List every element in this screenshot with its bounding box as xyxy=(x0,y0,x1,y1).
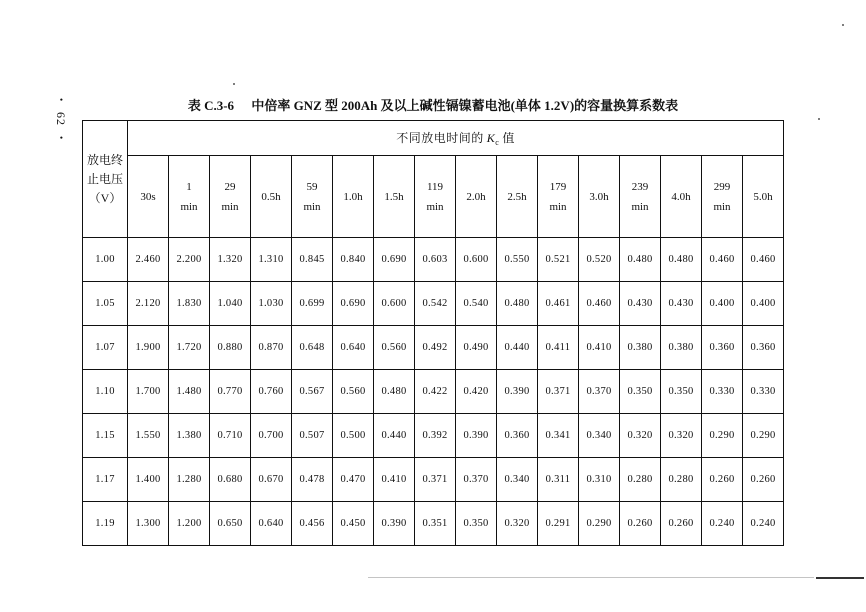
kc-value-cell: 0.670 xyxy=(251,458,292,502)
column-header-line: 2.5h xyxy=(507,190,527,203)
kc-value-cell: 0.440 xyxy=(374,414,415,458)
column-header-line: 179 xyxy=(549,180,567,193)
kc-value-cell: 0.430 xyxy=(661,282,702,326)
kc-value-cell: 0.460 xyxy=(743,238,784,282)
kc-value-cell: 0.350 xyxy=(456,502,497,546)
kc-value-cell: 0.341 xyxy=(538,414,579,458)
kc-value-cell: 0.542 xyxy=(415,282,456,326)
column-header-line: 299 xyxy=(713,180,731,193)
column-header-line: min xyxy=(180,200,198,213)
column-header-0-5h xyxy=(251,156,292,238)
table-row xyxy=(83,370,784,414)
kc-value-cell: 0.492 xyxy=(415,326,456,370)
scan-line xyxy=(816,577,864,579)
kc-value-cell: 0.521 xyxy=(538,238,579,282)
kc-value-cell: 0.371 xyxy=(415,458,456,502)
kc-value-cell: 0.480 xyxy=(620,238,661,282)
kc-value-cell: 0.770 xyxy=(210,370,251,414)
scan-line xyxy=(368,577,814,578)
kc-value-cell: 0.440 xyxy=(497,326,538,370)
kc-value-cell: 0.400 xyxy=(743,282,784,326)
kc-value-cell: 0.370 xyxy=(579,370,620,414)
column-header-1-min xyxy=(169,156,210,238)
kc-value-cell: 1.400 xyxy=(128,458,169,502)
table-body xyxy=(83,238,784,546)
column-header-line: min xyxy=(549,200,567,213)
column-header-2-5h xyxy=(497,156,538,238)
kc-value-cell: 0.310 xyxy=(579,458,620,502)
kc-value-cell: 1.320 xyxy=(210,238,251,282)
voltage-cell: 1.07 xyxy=(83,326,128,370)
page-number-text: 62 xyxy=(54,112,68,127)
column-header-119-min xyxy=(415,156,456,238)
kc-value-cell: 0.392 xyxy=(415,414,456,458)
column-header-4-0h xyxy=(661,156,702,238)
kc-value-cell: 2.460 xyxy=(128,238,169,282)
kc-value-cell: 0.480 xyxy=(374,370,415,414)
kc-value-cell: 0.410 xyxy=(579,326,620,370)
column-header-line: 119 xyxy=(426,180,444,193)
kc-value-cell: 0.280 xyxy=(661,458,702,502)
kc-value-cell: 0.311 xyxy=(538,458,579,502)
kc-value-cell: 0.360 xyxy=(743,326,784,370)
kc-value-cell: 0.411 xyxy=(538,326,579,370)
column-header-line: 5.0h xyxy=(753,190,773,203)
kc-value-cell: 0.603 xyxy=(415,238,456,282)
table-row xyxy=(83,282,784,326)
kc-value-cell: 0.460 xyxy=(702,238,743,282)
table-caption xyxy=(113,95,753,114)
kc-value-cell: 0.640 xyxy=(251,502,292,546)
kc-value-cell: 0.461 xyxy=(538,282,579,326)
kc-value-cell: 0.390 xyxy=(456,414,497,458)
kc-value-cell: 0.490 xyxy=(456,326,497,370)
kc-value-cell: 0.870 xyxy=(251,326,292,370)
voltage-cell: 1.00 xyxy=(83,238,128,282)
kc-value-cell: 0.690 xyxy=(333,282,374,326)
kc-value-cell: 1.380 xyxy=(169,414,210,458)
column-header-30s xyxy=(128,156,169,238)
kc-value-cell: 0.290 xyxy=(702,414,743,458)
column-header-1-5h xyxy=(374,156,415,238)
voltage-header-line: 放电终 xyxy=(86,152,123,167)
kc-value-cell: 0.260 xyxy=(702,458,743,502)
bullet-dot xyxy=(54,136,68,140)
column-header-29-min xyxy=(210,156,251,238)
kc-value-cell: 0.330 xyxy=(702,370,743,414)
column-header-179-min xyxy=(538,156,579,238)
bullet-dot xyxy=(54,98,68,102)
kc-value-cell: 0.240 xyxy=(702,502,743,546)
kc-value-cell: 0.470 xyxy=(333,458,374,502)
kc-value-cell: 0.880 xyxy=(210,326,251,370)
voltage-cell: 1.05 xyxy=(83,282,128,326)
table-caption-label: 表 C.3-6 xyxy=(187,98,235,113)
column-header-1-0h xyxy=(333,156,374,238)
column-header-line: 1 xyxy=(186,180,192,193)
voltage-cell: 1.17 xyxy=(83,458,128,502)
kc-value-cell: 0.648 xyxy=(292,326,333,370)
kc-subscript: c xyxy=(495,138,500,148)
kc-value-cell: 0.351 xyxy=(415,502,456,546)
column-header-3-0h xyxy=(579,156,620,238)
kc-value-cell: 0.480 xyxy=(497,282,538,326)
column-header-line: 1.5h xyxy=(384,190,404,203)
kc-value-cell: 0.350 xyxy=(661,370,702,414)
kc-value-cell: 0.480 xyxy=(661,238,702,282)
kc-value-cell: 0.330 xyxy=(743,370,784,414)
kc-value-cell: 0.290 xyxy=(743,414,784,458)
kc-value-cell: 0.370 xyxy=(456,458,497,502)
voltage-cell: 1.19 xyxy=(83,502,128,546)
column-header-299-min xyxy=(702,156,743,238)
kc-value-cell: 0.360 xyxy=(702,326,743,370)
page-number xyxy=(54,98,68,140)
column-header-5-0h xyxy=(743,156,784,238)
kc-value-cell: 0.840 xyxy=(333,238,374,282)
kc-value-cell: 0.690 xyxy=(374,238,415,282)
voltage-column-header xyxy=(83,121,128,238)
kc-value-cell: 0.550 xyxy=(497,238,538,282)
kc-value-cell: 0.291 xyxy=(538,502,579,546)
kc-value-cell: 0.320 xyxy=(661,414,702,458)
table-row xyxy=(83,238,784,282)
group-header-prefix: 不同放电时间的 xyxy=(396,130,484,145)
kc-value-cell: 1.700 xyxy=(128,370,169,414)
kc-value-cell: 0.290 xyxy=(579,502,620,546)
kc-value-cell: 0.760 xyxy=(251,370,292,414)
kc-value-cell: 0.320 xyxy=(620,414,661,458)
column-header-line: 1.0h xyxy=(343,190,363,203)
kc-value-cell: 0.340 xyxy=(579,414,620,458)
table-row xyxy=(83,458,784,502)
kc-value-cell: 0.460 xyxy=(579,282,620,326)
capacity-conversion-table xyxy=(82,120,784,546)
voltage-cell: 1.10 xyxy=(83,370,128,414)
table-row xyxy=(83,414,784,458)
voltage-header-line: 止电压 xyxy=(86,171,123,186)
table-header xyxy=(83,121,784,238)
kc-value-cell: 0.540 xyxy=(456,282,497,326)
kc-value-cell: 0.240 xyxy=(743,502,784,546)
kc-value-cell: 1.550 xyxy=(128,414,169,458)
kc-value-cell: 1.480 xyxy=(169,370,210,414)
scan-speck xyxy=(818,118,820,120)
column-header-line: min xyxy=(631,200,649,213)
scan-speck xyxy=(233,83,235,85)
kc-value-cell: 0.710 xyxy=(210,414,251,458)
kc-value-cell: 2.200 xyxy=(169,238,210,282)
kc-value-cell: 0.400 xyxy=(702,282,743,326)
kc-value-cell: 0.371 xyxy=(538,370,579,414)
column-header-line: 0.5h xyxy=(261,190,281,203)
kc-group-header xyxy=(128,121,784,156)
kc-value-cell: 0.845 xyxy=(292,238,333,282)
kc-value-cell: 0.600 xyxy=(456,238,497,282)
column-header-2-0h xyxy=(456,156,497,238)
kc-value-cell: 1.900 xyxy=(128,326,169,370)
column-header-line: 2.0h xyxy=(466,190,486,203)
kc-value-cell: 0.410 xyxy=(374,458,415,502)
kc-value-cell: 0.450 xyxy=(333,502,374,546)
column-header-line: min xyxy=(303,200,321,213)
kc-value-cell: 0.390 xyxy=(497,370,538,414)
kc-value-cell: 0.360 xyxy=(497,414,538,458)
kc-value-cell: 0.560 xyxy=(374,326,415,370)
kc-value-cell: 2.120 xyxy=(128,282,169,326)
column-header-line: 3.0h xyxy=(589,190,609,203)
kc-value-cell: 0.260 xyxy=(661,502,702,546)
kc-value-cell: 0.699 xyxy=(292,282,333,326)
kc-value-cell: 1.830 xyxy=(169,282,210,326)
kc-value-cell: 1.310 xyxy=(251,238,292,282)
kc-value-cell: 0.680 xyxy=(210,458,251,502)
table-row xyxy=(83,502,784,546)
kc-value-cell: 1.280 xyxy=(169,458,210,502)
column-header-line: 4.0h xyxy=(671,190,691,203)
column-header-line: min xyxy=(221,200,239,213)
kc-value-cell: 0.280 xyxy=(620,458,661,502)
kc-value-cell: 0.390 xyxy=(374,502,415,546)
kc-value-cell: 0.260 xyxy=(743,458,784,502)
kc-value-cell: 0.478 xyxy=(292,458,333,502)
column-header-239-min xyxy=(620,156,661,238)
kc-value-cell: 0.640 xyxy=(333,326,374,370)
kc-value-cell: 0.500 xyxy=(333,414,374,458)
column-header-59-min xyxy=(292,156,333,238)
kc-value-cell: 0.320 xyxy=(497,502,538,546)
kc-value-cell: 0.456 xyxy=(292,502,333,546)
kc-value-cell: 1.720 xyxy=(169,326,210,370)
kc-value-cell: 1.300 xyxy=(128,502,169,546)
kc-value-cell: 0.600 xyxy=(374,282,415,326)
scan-speck xyxy=(842,24,844,26)
column-header-line: 29 xyxy=(224,180,236,193)
kc-value-cell: 1.030 xyxy=(251,282,292,326)
kc-value-cell: 0.380 xyxy=(620,326,661,370)
kc-value-cell: 0.380 xyxy=(661,326,702,370)
header-row-group xyxy=(83,121,784,156)
voltage-header-line: （V） xyxy=(88,190,122,205)
kc-value-cell: 0.420 xyxy=(456,370,497,414)
table-row xyxy=(83,326,784,370)
kc-value-cell: 1.040 xyxy=(210,282,251,326)
kc-symbol: K xyxy=(486,130,496,145)
kc-value-cell: 0.560 xyxy=(333,370,374,414)
column-header-line: min xyxy=(713,200,731,213)
kc-value-cell: 1.200 xyxy=(169,502,210,546)
column-header-line: 30s xyxy=(140,190,156,203)
kc-value-cell: 0.567 xyxy=(292,370,333,414)
kc-value-cell: 0.422 xyxy=(415,370,456,414)
kc-value-cell: 0.350 xyxy=(620,370,661,414)
column-header-line: min xyxy=(426,200,444,213)
group-header-suffix: 值 xyxy=(502,130,515,145)
kc-value-cell: 0.430 xyxy=(620,282,661,326)
kc-value-cell: 0.507 xyxy=(292,414,333,458)
kc-value-cell: 0.700 xyxy=(251,414,292,458)
column-header-row xyxy=(83,156,784,238)
voltage-cell: 1.15 xyxy=(83,414,128,458)
table-caption-text: 中倍率 GNZ 型 200Ah 及以上碱性镉镍蓄电池(单体 1.2V)的容量换算系数表 xyxy=(251,98,679,113)
column-header-line: 239 xyxy=(631,180,649,193)
kc-value-cell: 0.520 xyxy=(579,238,620,282)
kc-value-cell: 0.260 xyxy=(620,502,661,546)
kc-value-cell: 0.650 xyxy=(210,502,251,546)
kc-value-cell: 0.340 xyxy=(497,458,538,502)
column-header-line: 59 xyxy=(306,180,318,193)
